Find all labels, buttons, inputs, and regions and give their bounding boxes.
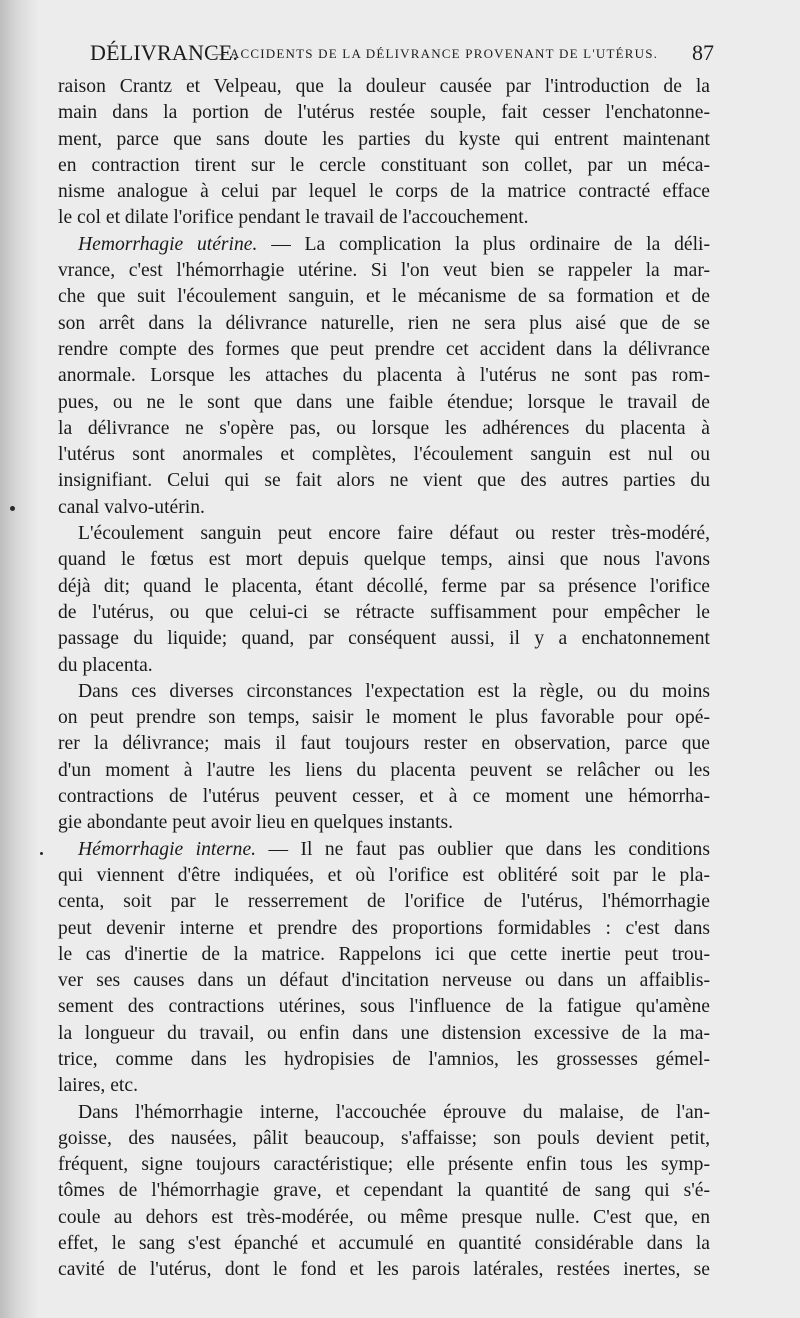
ink-speck xyxy=(10,506,15,511)
text-line: effet, le sang s'est épanché et accumulé en quantité considérable dans la xyxy=(58,1233,710,1255)
text-line: rendre compte des formes que peut prendre cet accident dans la délivrance xyxy=(58,338,710,360)
text-line: Hemorrhagie utérine. — La complication la plus ordinaire de la déli- xyxy=(78,233,710,255)
text-line: déjà dit; quand le placenta, étant décollé, ferme par sa présence l'orifice xyxy=(58,575,710,597)
paragraph-1 xyxy=(58,74,710,232)
text-line: on peut prendre son temps, saisir le moment le plus favorable pour opé- xyxy=(58,707,710,729)
text-line: de l'utérus, ou que celui-ci se rétracte suffisamment pour empêcher le xyxy=(58,601,710,623)
text-line: insignifiant. Celui qui se fait alors ne vient que des autres parties du xyxy=(58,470,710,492)
section-heading-hemorrhagie-interne: Hémorrhagie interne. xyxy=(78,838,257,860)
running-head xyxy=(90,40,714,70)
text-line: trice, comme dans les hydropisies de l'amnios, les grossesses gémel- xyxy=(58,1048,710,1070)
running-head-title: DÉLIVRANCE. xyxy=(90,40,239,65)
text-line: contractions de l'utérus peuvent cesser, et à ce moment une hémorrha- xyxy=(58,786,710,808)
text-line: sement des contractions utérines, sous l'influence de la fatigue qu'amène xyxy=(58,996,710,1018)
text-line: Dans l'hémorrhagie interne, l'accouchée éprouve du malaise, de l'an- xyxy=(78,1101,710,1123)
text-line: peut devenir interne et prendre des proportions formidables : c'est dans xyxy=(58,917,710,939)
text-line: rer la délivrance; mais il faut toujours rester en observation, parce que xyxy=(58,733,710,755)
text-line: main dans la portion de l'utérus restée souple, fait cesser l'enchatonne- xyxy=(58,102,710,124)
text-line: raison Crantz et Velpeau, que la douleur causée par l'introduction de la xyxy=(58,76,710,97)
text-line: anormale. Lorsque les attaches du placenta à l'utérus ne sont pas rom- xyxy=(58,365,710,387)
text-line: fréquent, signe toujours caractéristique; elle présente enfin tous les symp- xyxy=(58,1154,710,1176)
text-line: pues, ou ne le sont que dans une faible étendue; lorsque le travail de xyxy=(58,391,710,413)
text-line: nisme analogue à celui par lequel le corps de la matrice contracté efface xyxy=(58,181,710,203)
text-line: en contraction tirent sur le cercle constituant son collet, par un méca- xyxy=(58,154,710,176)
running-head-section: — ACCIDENTS DE LA DÉLIVRANCE PROVENANT DE L'UTÉRUS. xyxy=(212,46,659,61)
page-number: 87 xyxy=(692,40,714,65)
text-line: tômes de l'hémorrhagie grave, et cependant la quantité de sang qui s'é- xyxy=(58,1180,710,1202)
text-line: la longueur du travail, ou enfin dans une distension excessive de la ma- xyxy=(58,1022,710,1044)
paragraph-4 xyxy=(58,679,710,837)
section-heading-hemorrhagie-uterine: Hemorrhagie utérine. xyxy=(78,233,258,255)
text-line: son arrêt dans la délivrance naturelle, rien ne sera plus aisé que de se xyxy=(58,312,710,334)
text-line: gie abondante peut avoir lieu en quelques instants. xyxy=(58,812,454,834)
ink-speck xyxy=(40,852,43,855)
text-line: coule au dehors est très-modérée, ou même presque nulle. C'est que, en xyxy=(58,1206,710,1228)
text-line: Hémorrhagie interne. — Il ne faut pas oublier que dans les conditions xyxy=(78,838,710,860)
text-line: le col et dilate l'orifice pendant le travail de l'accouchement. xyxy=(58,207,529,229)
paragraph-6 xyxy=(58,1100,710,1284)
text-line: goisse, des nausées, pâlit beaucoup, s'affaisse; son pouls devient petit, xyxy=(58,1127,710,1149)
text-line: quand le fœtus est mort depuis quelque temps, ainsi que nous l'avons xyxy=(58,549,710,571)
text-line: passage du liquide; quand, par conséquent aussi, il y a enchatonnement xyxy=(58,628,710,650)
text-line: l'utérus sont anormales et complètes, l'écoulement sanguin est nul ou xyxy=(58,444,710,466)
paragraph-3 xyxy=(58,521,710,679)
text-line: la délivrance ne s'opère pas, ou lorsque les adhérences du placenta à xyxy=(58,417,710,439)
text-line: centa, soit par le resserrement de l'orifice de l'utérus, l'hémorrhagie xyxy=(58,891,710,913)
text-line: cavité de l'utérus, dont le fond et les parois latérales, restées inertes, se xyxy=(58,1259,710,1281)
body-text xyxy=(58,74,710,1284)
text-line: ment, parce que sans doute les parties du kyste qui entrent maintenant xyxy=(58,128,710,150)
text-line: d'un moment à l'autre les liens du placenta peuvent se relâcher ou les xyxy=(58,759,710,781)
text-line: ver ses causes dans un défaut d'incitation nerveuse ou dans un affaiblis- xyxy=(58,970,710,992)
text-line: canal valvo-utérin. xyxy=(58,496,205,518)
text-line: qui viennent d'être indiquées, et où l'orifice est oblitéré soit par le pla- xyxy=(58,864,710,886)
text-line: Dans ces diverses circonstances l'expectation est la règle, ou du moins xyxy=(78,680,710,702)
text-line: vrance, c'est l'hémorrhagie utérine. Si l'on veut bien se rappeler la mar- xyxy=(58,260,710,282)
paragraph-2 xyxy=(58,232,710,521)
text-line: le cas d'inertie de la matrice. Rappelons ici que cette inertie peut trou- xyxy=(58,943,710,965)
text-line: laires, etc. xyxy=(58,1075,138,1097)
text-line: du placenta. xyxy=(58,654,153,676)
text-line: che que suit l'écoulement sanguin, et le mécanisme de sa formation et de xyxy=(58,286,710,308)
gutter-shadow xyxy=(0,0,38,1318)
paragraph-5 xyxy=(58,837,710,1100)
text-line: L'écoulement sanguin peut encore faire défaut ou rester très-modéré, xyxy=(78,523,710,545)
